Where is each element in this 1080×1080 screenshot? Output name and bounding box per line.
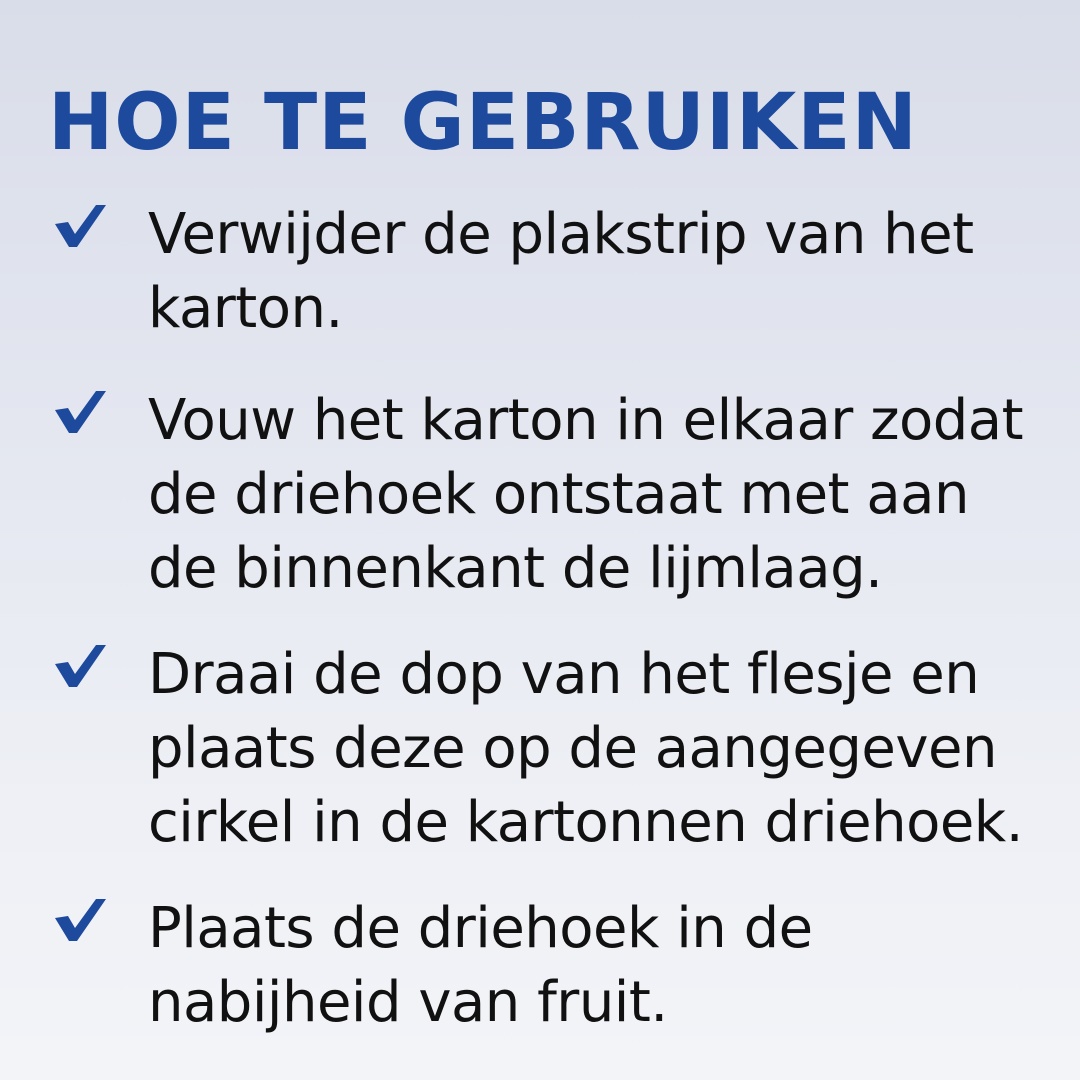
step-text: Vouw het karton in elkaar zodat de driehoek ontstaat met aan de binnenkant de lijmlaag. <box>148 388 1024 601</box>
page-title: HOE TE GEBRUIKEN <box>48 78 918 168</box>
check-icon <box>52 388 108 436</box>
check-icon <box>52 202 108 250</box>
step-text: Draai de dop van het flesje en plaats deze op de aangegeven cirkel in de kartonnen driehoek. <box>148 642 1024 855</box>
check-icon <box>52 642 108 690</box>
check-icon <box>52 896 108 944</box>
step-text: Verwijder de plakstrip van het karton. <box>148 202 974 341</box>
step-text: Plaats de driehoek in de nabijheid van fruit. <box>148 896 813 1035</box>
